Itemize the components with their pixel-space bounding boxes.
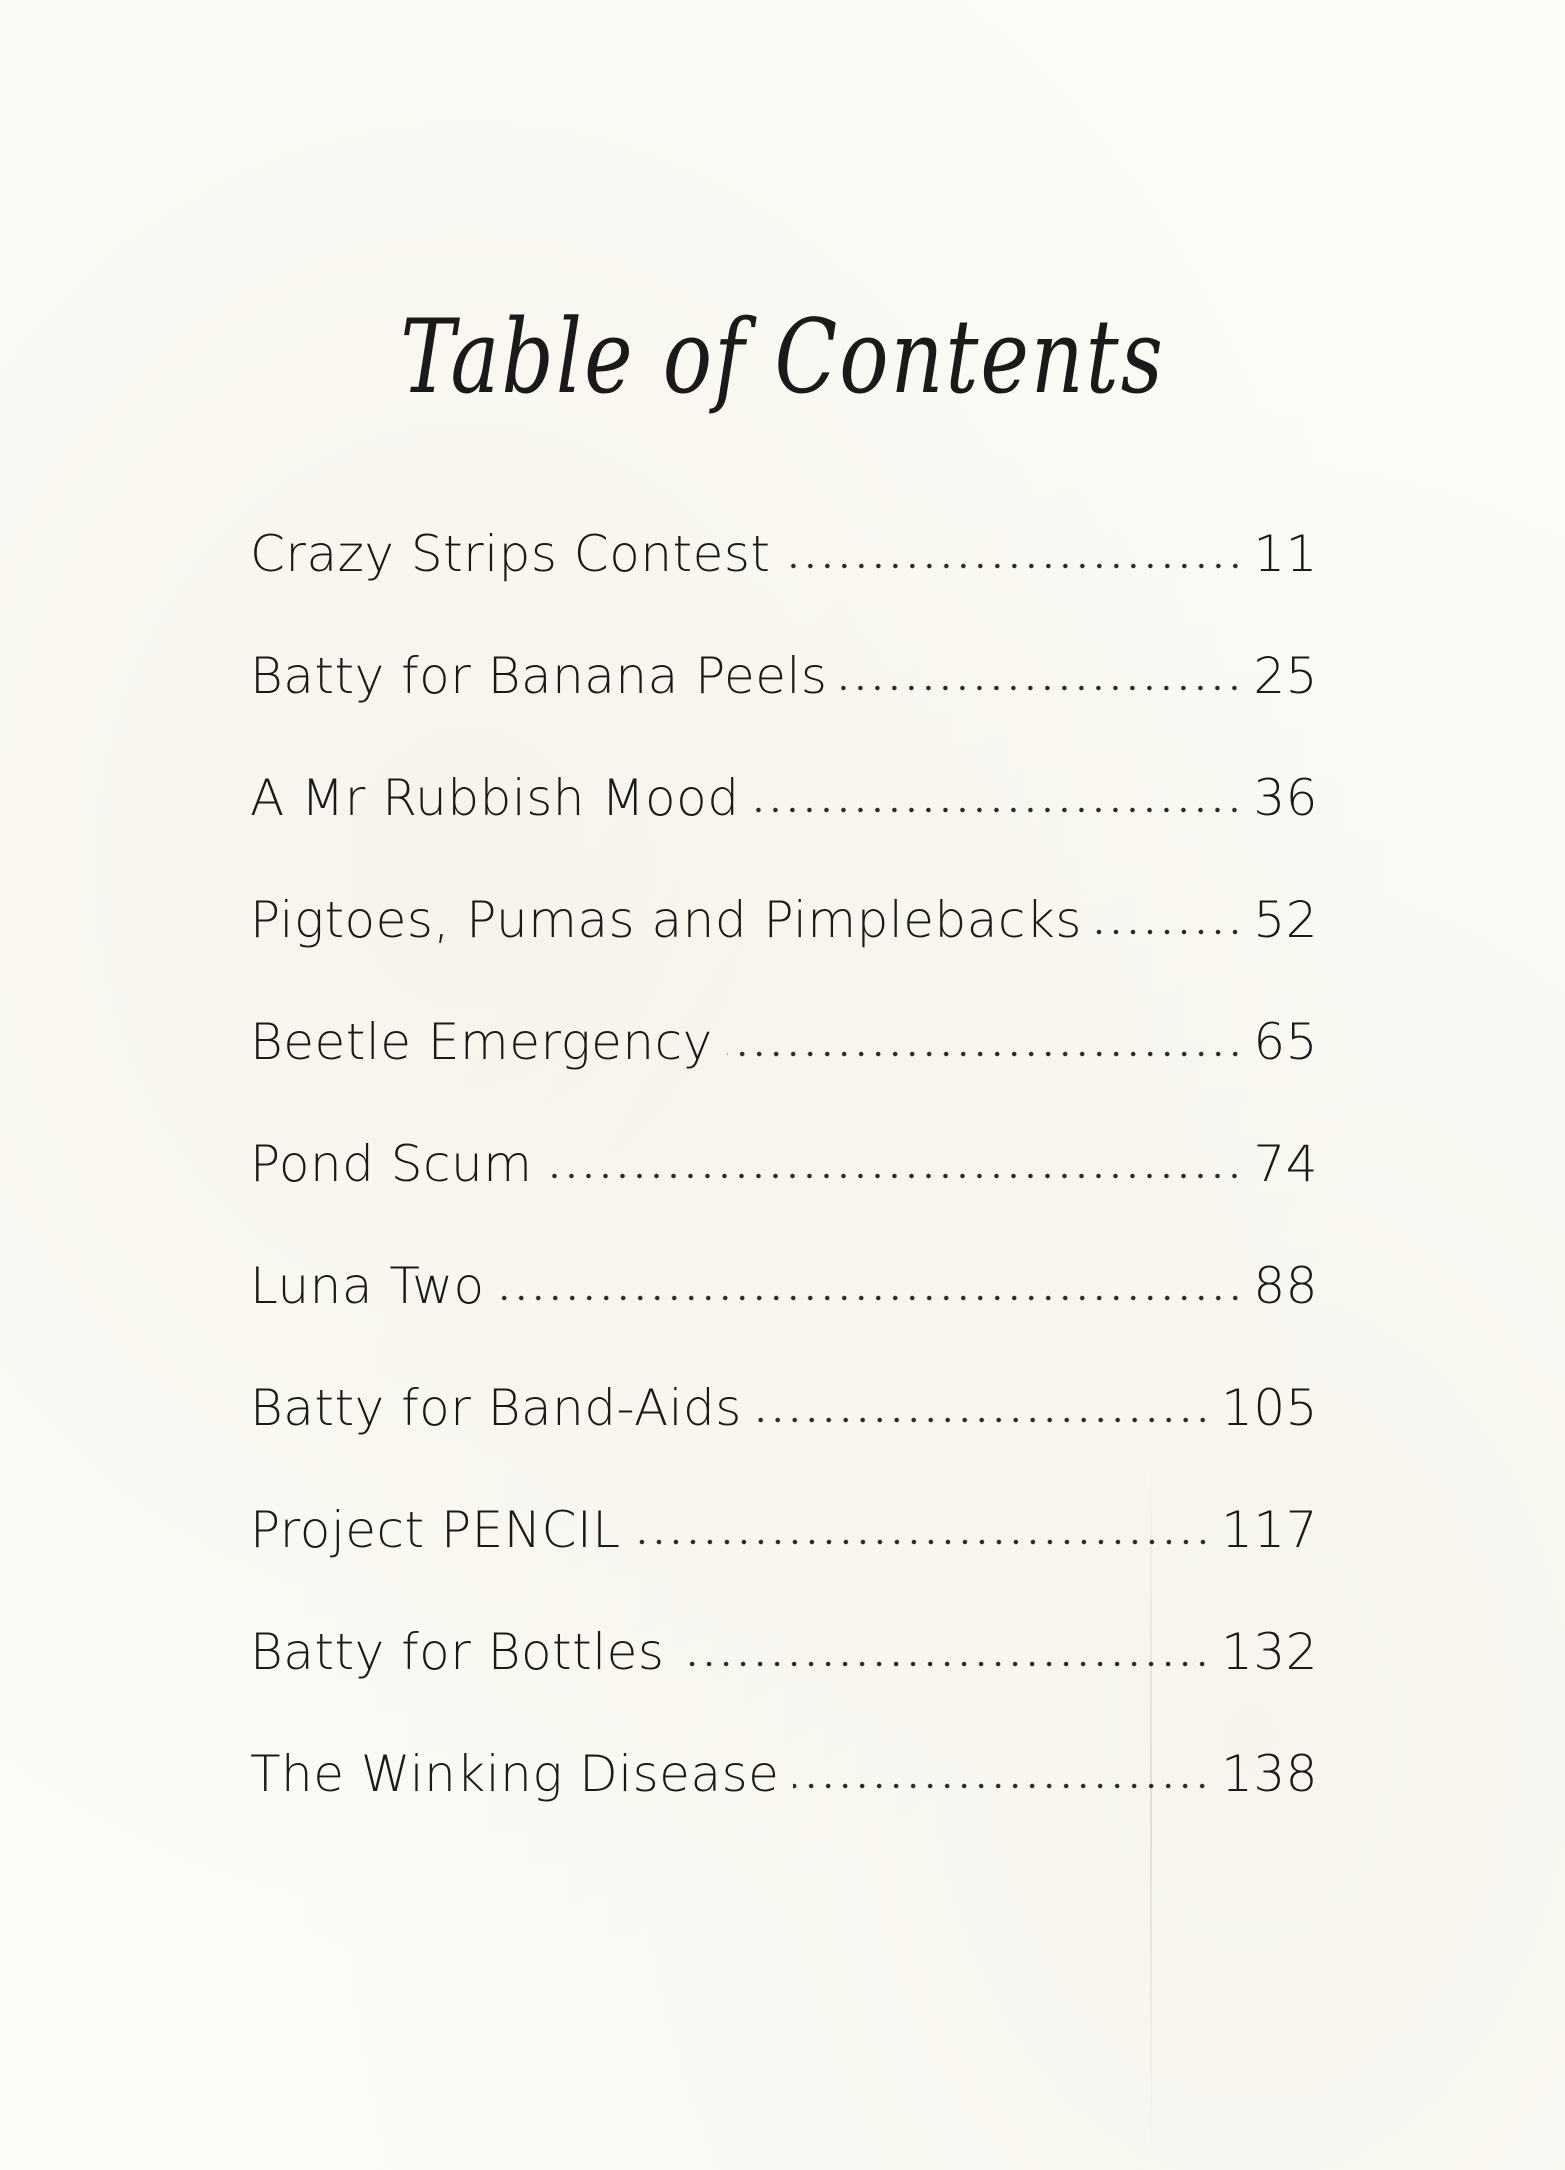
toc-entry-page: 105 <box>1221 1379 1318 1437</box>
toc-entry-page: 138 <box>1221 1745 1318 1803</box>
toc-entry-title: The Winking Disease <box>250 1745 780 1803</box>
toc-entry <box>250 1013 1318 1135</box>
toc-entry-page: 117 <box>1221 1501 1318 1559</box>
toc-entry <box>250 769 1318 891</box>
dot-leader <box>499 1295 1244 1301</box>
dot-leader <box>546 1173 1243 1179</box>
toc-entry-page: 52 <box>1253 891 1318 949</box>
toc-entry-title: Pigtoes, Pumas and Pimplebacks <box>250 891 1082 949</box>
toc-entry <box>250 1257 1318 1379</box>
toc-entry <box>250 1501 1318 1623</box>
dot-leader <box>785 563 1244 569</box>
table-of-contents <box>250 525 1318 1867</box>
toc-entry-page: 65 <box>1253 1013 1318 1071</box>
toc-entry-page: 74 <box>1253 1135 1318 1193</box>
toc-entry-title: Luna Two <box>250 1257 485 1315</box>
dot-leader <box>756 1417 1211 1423</box>
page-title: Table of Contents <box>400 298 1165 417</box>
toc-entry <box>250 1745 1318 1867</box>
dot-leader <box>678 1661 1211 1667</box>
toc-entry-page: 36 <box>1253 769 1318 827</box>
dot-leader <box>1096 929 1244 935</box>
dot-leader <box>727 1051 1244 1057</box>
toc-entry-title: Crazy Strips Contest <box>250 525 771 583</box>
toc-entry <box>250 1379 1318 1501</box>
toc-entry-page: 25 <box>1253 647 1318 705</box>
toc-entry-title: Batty for Bottles <box>250 1623 665 1681</box>
toc-entry-title: Project PENCIL <box>250 1501 621 1559</box>
dot-leader <box>753 807 1243 813</box>
dot-leader <box>841 685 1243 691</box>
toc-entry-title: Batty for Banana Peels <box>250 647 828 705</box>
toc-entry-page: 88 <box>1253 1257 1318 1315</box>
toc-entry <box>250 1623 1318 1745</box>
toc-entry-page: 11 <box>1253 525 1318 583</box>
toc-entry-title: A Mr Rubbish Mood <box>250 769 740 827</box>
toc-entry-page: 132 <box>1221 1623 1318 1681</box>
toc-entry <box>250 647 1318 769</box>
toc-entry <box>250 891 1318 1013</box>
toc-entry-title: Pond Scum <box>250 1135 533 1193</box>
toc-entry <box>250 525 1318 647</box>
toc-entry <box>250 1135 1318 1257</box>
dot-leader <box>793 1783 1211 1789</box>
toc-entry-title: Batty for Band-Aids <box>250 1379 742 1437</box>
toc-entry-title: Beetle Emergency <box>250 1013 713 1071</box>
dot-leader <box>635 1539 1211 1545</box>
